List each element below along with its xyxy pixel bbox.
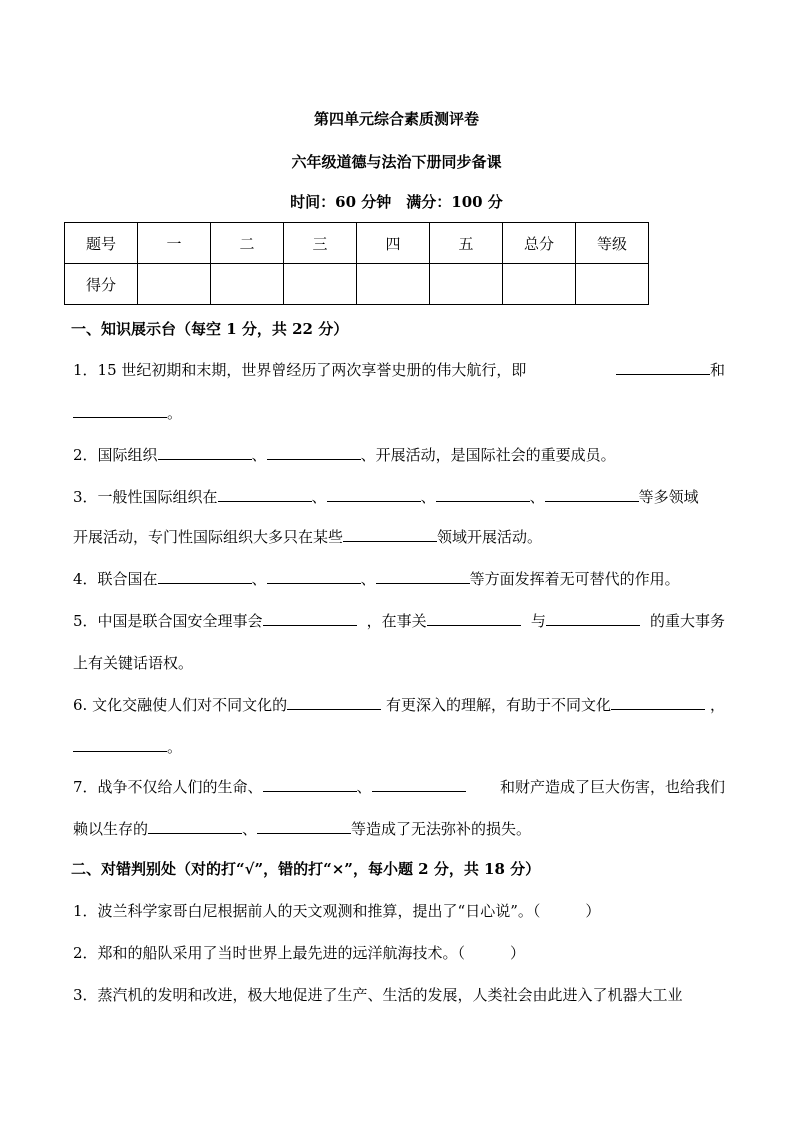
question-blank-group	[616, 359, 725, 380]
answer-blank[interactable]	[267, 569, 361, 584]
question-1-line1	[73, 359, 725, 380]
question-text: 、	[251, 446, 267, 464]
question-text: 领域开展活动。	[437, 528, 543, 546]
question-blank-group	[73, 776, 466, 797]
question-4	[73, 568, 680, 589]
answer-blank[interactable]	[218, 487, 312, 502]
judgement-question-3: 3．蒸汽机的发明和改进，极大地促进了生产、生活的发展，人类社会由此进入了机器大工业	[73, 986, 683, 1004]
question-3-line1	[73, 486, 699, 507]
answer-blank[interactable]	[546, 611, 640, 626]
answer-blank[interactable]	[287, 695, 381, 710]
answer-blank[interactable]	[158, 445, 252, 460]
question-text: 有更深入的理解，有助于不同文化	[386, 696, 612, 714]
answer-blank[interactable]	[148, 819, 242, 834]
score-input-cell[interactable]	[430, 264, 503, 305]
score-input-cell[interactable]	[357, 264, 430, 305]
question-1-line2	[73, 402, 182, 423]
judgement-question-1: 1．波兰科学家哥白尼根据前人的天文观测和推算，提出了“日心说”。（ ）	[73, 902, 601, 920]
page-title: 第四单元综合素质测评卷	[313, 110, 479, 128]
answer-blank[interactable]	[372, 777, 466, 792]
question-text: 、	[356, 778, 372, 796]
question-blank-group	[367, 610, 521, 631]
score-table-cell: 三	[284, 223, 357, 264]
question-text: 和	[709, 361, 725, 379]
answer-blank[interactable]	[616, 360, 710, 375]
answer-blank[interactable]	[263, 777, 357, 792]
answer-blank[interactable]	[257, 819, 351, 834]
section2-heading: 二、对错判别处（对的打“√”，错的打“×”，每小题 2 分，共 18 分）	[71, 860, 541, 878]
answer-blank[interactable]	[73, 403, 167, 418]
question-text: 、	[311, 488, 327, 506]
score-table-cell: 五	[430, 223, 503, 264]
score-table-cell: 等级	[576, 223, 649, 264]
question-text: 、	[360, 570, 376, 588]
question-2	[73, 444, 616, 465]
question-text: ，	[709, 696, 725, 714]
score-input-cell[interactable]	[576, 264, 649, 305]
score-table-cell: 四	[357, 223, 430, 264]
question-text: 的重大事务	[649, 612, 725, 630]
answer-blank[interactable]	[327, 487, 421, 502]
answer-blank[interactable]	[436, 487, 530, 502]
question-text: 等多领域	[638, 488, 699, 506]
score-table-cell: 一	[138, 223, 211, 264]
question-text: 等方面发挥着无可替代的作用。	[469, 570, 680, 588]
question-text: 。	[167, 738, 183, 756]
question-text: ，在事关	[366, 612, 427, 630]
question-5-line1	[73, 610, 725, 631]
question-text: 1．15 世纪初期和末期，世界曾经历了两次享誉史册的伟大航行，即	[73, 361, 527, 379]
answer-blank[interactable]	[545, 487, 639, 502]
question-text: 、开展活动，是国际社会的重要成员。	[360, 446, 616, 464]
question-text: 7．战争不仅给人们的生命、	[73, 778, 263, 796]
score-table-cell: 得分	[65, 264, 138, 305]
question-text: 与	[530, 612, 546, 630]
answer-blank[interactable]	[263, 611, 357, 626]
score-table	[64, 222, 649, 305]
score-table-cell: 总分	[503, 223, 576, 264]
answer-blank[interactable]	[158, 569, 252, 584]
question-text: 4．联合国在	[73, 570, 158, 588]
page-subtitle: 六年级道德与法治下册同步备课	[291, 153, 502, 171]
question-text: 开展活动，专门性国际组织大多只在某些	[73, 528, 344, 546]
question-text: 和财产造成了巨大伤害，也给我们	[499, 778, 725, 796]
question-7-line2	[73, 818, 531, 839]
score-table-cell: 题号	[65, 223, 138, 264]
question-text: 、	[242, 820, 258, 838]
score-table-cell: 二	[211, 223, 284, 264]
answer-blank[interactable]	[343, 527, 437, 542]
question-6-line1	[73, 694, 725, 715]
score-table-header-row	[65, 223, 649, 264]
score-table-score-row	[65, 264, 649, 305]
question-text: 、	[420, 488, 436, 506]
score-input-cell[interactable]	[503, 264, 576, 305]
answer-blank[interactable]	[427, 611, 521, 626]
score-input-cell[interactable]	[138, 264, 211, 305]
question-text: 、	[251, 570, 267, 588]
question-text: 3．一般性国际组织在	[73, 488, 218, 506]
question-text: 赖以生存的	[73, 820, 149, 838]
question-blank-group	[73, 610, 357, 631]
question-blank-group	[386, 694, 705, 715]
judgement-question-2: 2．郑和的船队采用了当时世界上最先进的远洋航海技术。（ ）	[73, 944, 526, 962]
question-text: 、	[529, 488, 545, 506]
question-text: 等造成了无法弥补的损失。	[351, 820, 532, 838]
question-blank-group	[531, 610, 640, 631]
question-text: 。	[167, 404, 183, 422]
answer-blank[interactable]	[267, 445, 361, 460]
question-text: 5．中国是联合国安全理事会	[73, 612, 263, 630]
score-input-cell[interactable]	[284, 264, 357, 305]
question-3-line2	[73, 526, 542, 547]
score-input-cell[interactable]	[211, 264, 284, 305]
question-5-line2: 上有关键话语权。	[73, 654, 194, 672]
question-6-line2	[73, 736, 182, 757]
section1-heading: 一、知识展示台（每空 1 分，共 22 分）	[71, 320, 349, 338]
time-score-info: 时间：60 分钟 满分：100 分	[290, 193, 503, 211]
question-text: 2．国际组织	[73, 446, 158, 464]
answer-blank[interactable]	[376, 569, 470, 584]
answer-blank[interactable]	[611, 695, 705, 710]
question-text: 6. 文化交融使人们对不同文化的	[73, 696, 288, 714]
answer-blank[interactable]	[73, 737, 167, 752]
question-blank-group	[73, 694, 381, 715]
question-7-line1	[73, 776, 725, 797]
